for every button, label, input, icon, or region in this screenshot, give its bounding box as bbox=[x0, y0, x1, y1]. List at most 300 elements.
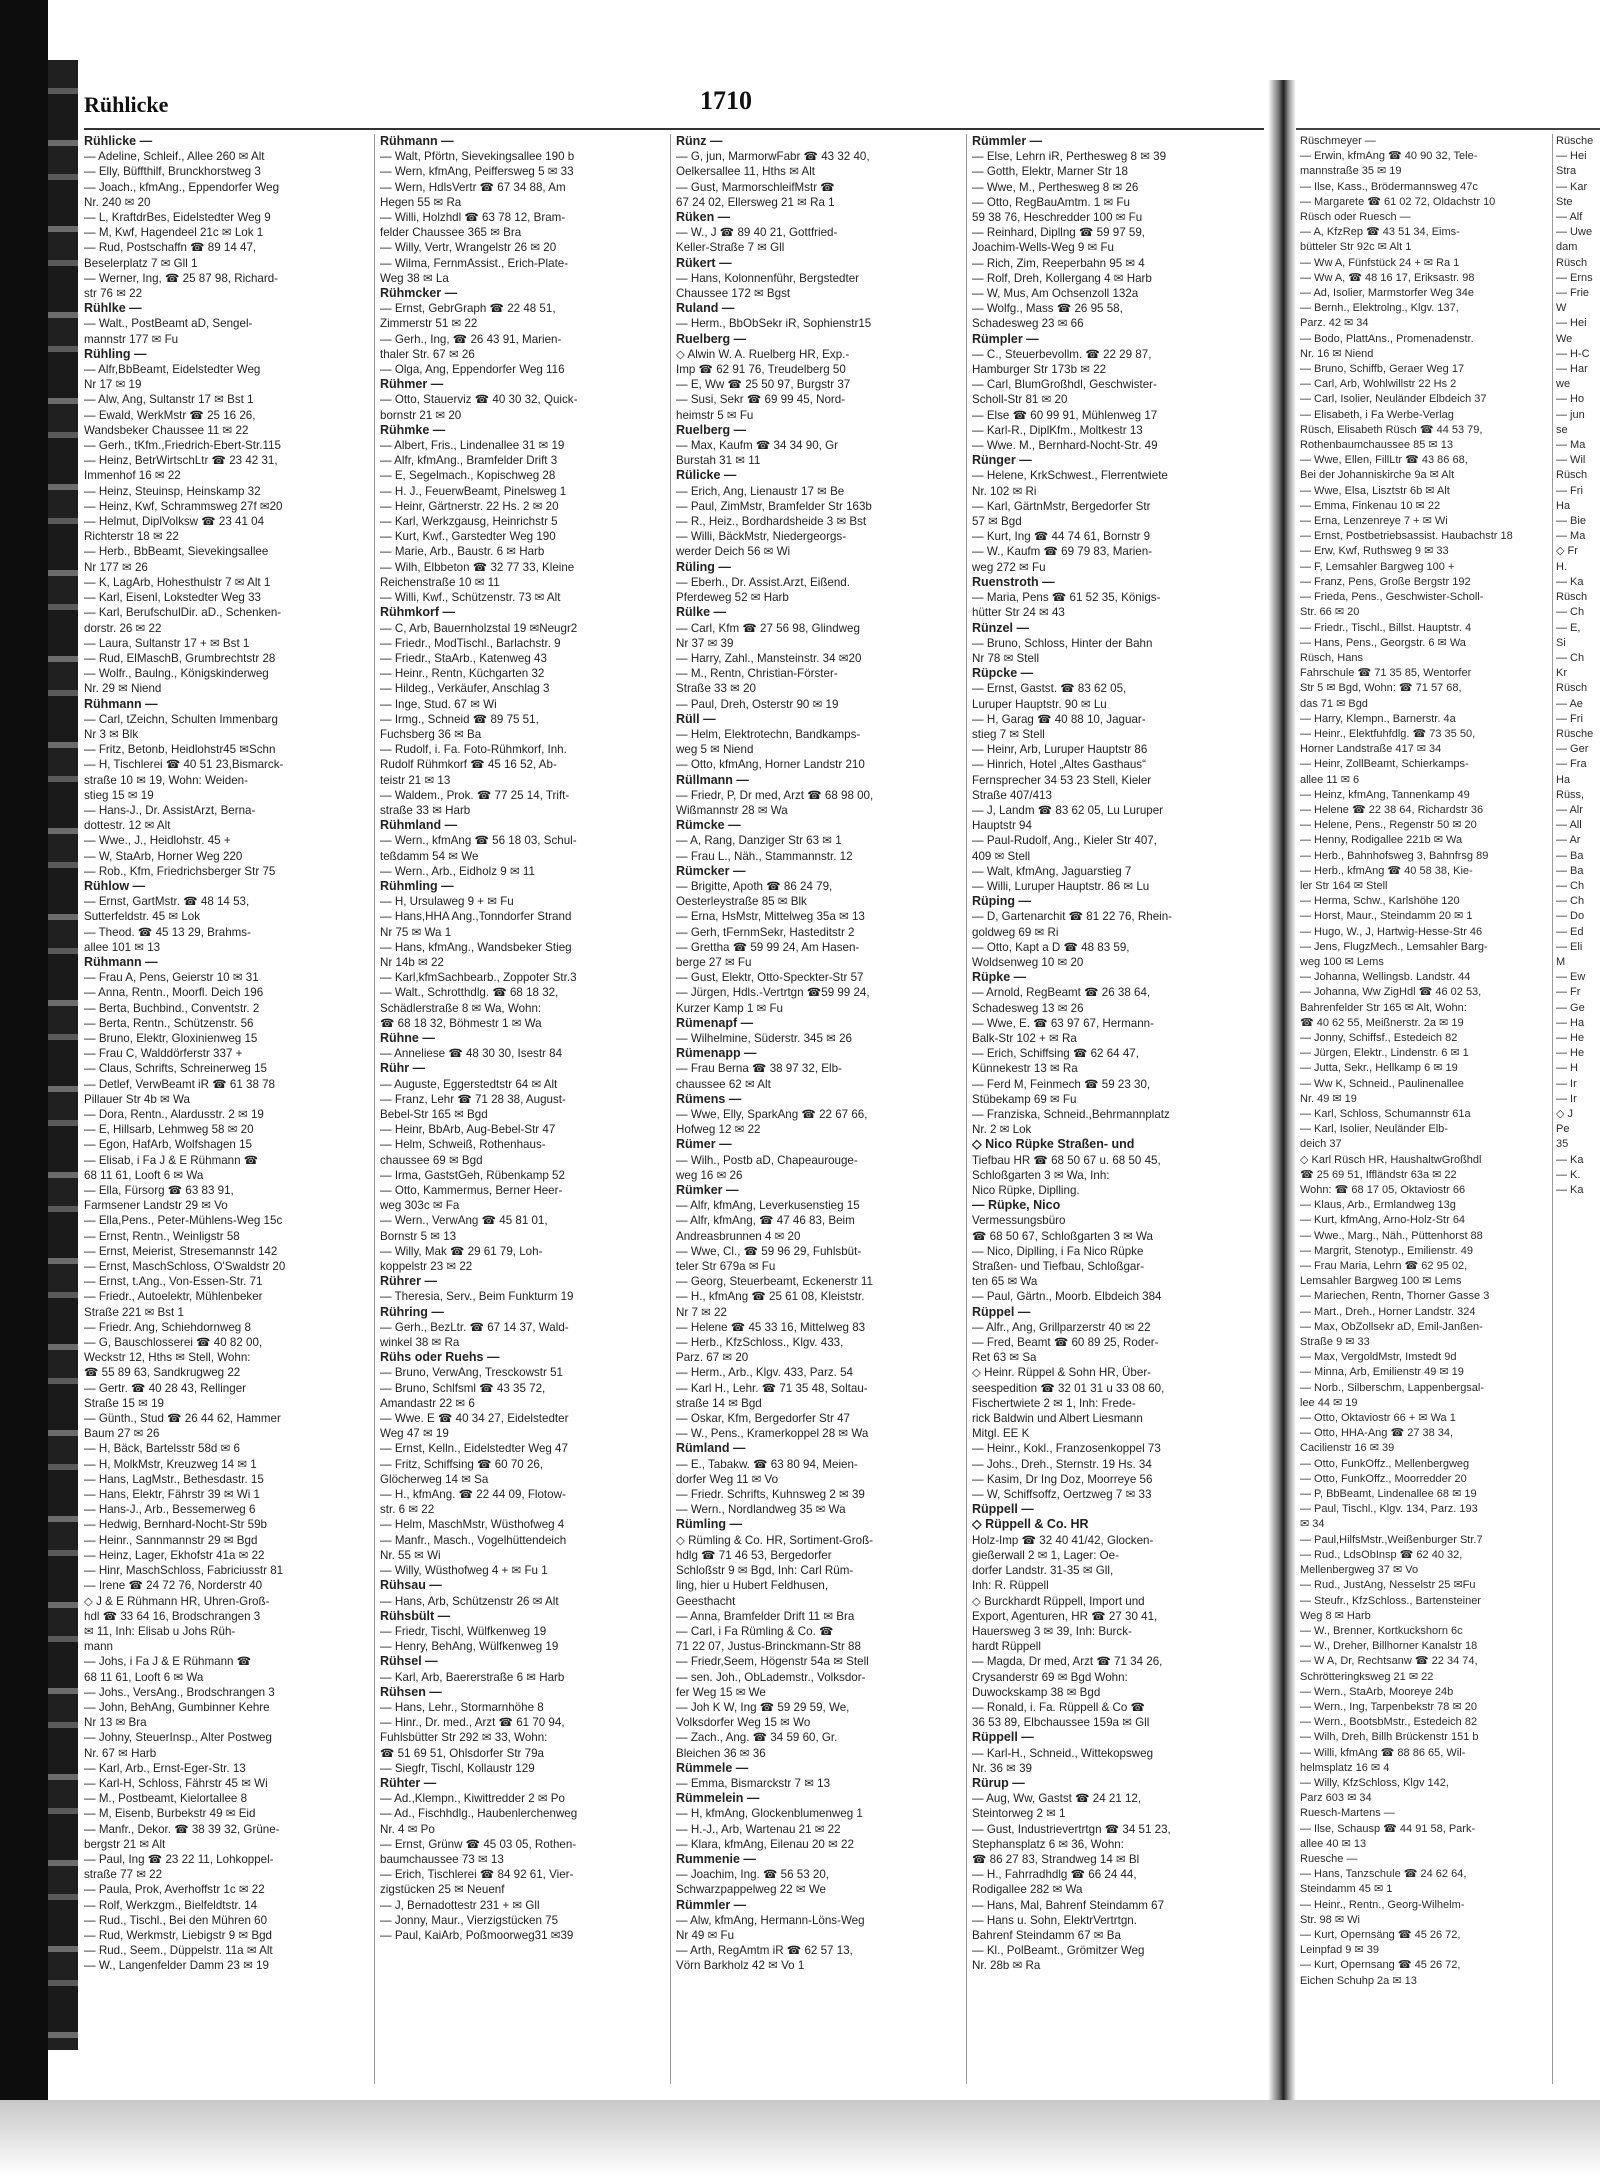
directory-entry: — Helene ☎ 22 38 64, Richardstr 36 bbox=[1300, 803, 1484, 816]
directory-entry: — J, Bernadottestr 231 + ✉ Gll bbox=[380, 1898, 540, 1912]
directory-entry: goldweg 69 ✉ Ri bbox=[972, 925, 1059, 939]
directory-entry: — Herb., BbBeamt, Sievekingsallee bbox=[84, 545, 269, 559]
directory-entry: Parz. 67 ✉ 20 bbox=[676, 1351, 749, 1365]
directory-entry: Export, Agenturen, HR ☎ 27 30 41, bbox=[972, 1609, 1158, 1623]
directory-entry: — Kasim, Dr Ing Doz, Moorreye 56 bbox=[972, 1472, 1153, 1486]
directory-entry: — Johanna, Wellingsb. Landstr. 44 bbox=[1300, 971, 1471, 984]
directory-entry: Tiefbau HR ☎ 68 50 67 u. 68 50 45, bbox=[972, 1153, 1161, 1167]
directory-entry: — Friedr., ModTischl., Barlachstr. 9 bbox=[380, 636, 561, 650]
directory-entry: — Ernst, GartMstr. ☎ 48 14 53, bbox=[84, 895, 250, 909]
directory-entry: heimstr 5 ✉ Fu bbox=[676, 408, 754, 422]
directory-entry: Steindamm 45 ✉ 1 bbox=[1300, 1883, 1393, 1896]
directory-entry: — Anna, Rentn., Moorfl. Deich 196 bbox=[84, 986, 264, 1000]
directory-entry: — Heinr., Kokl., Franzosenkoppel 73 bbox=[972, 1442, 1161, 1456]
directory-entry: — Rud., JustAng, Nesselstr 25 ✉Fu bbox=[1300, 1579, 1476, 1592]
directory-entry: Stephansplatz 6 ✉ 36, Wohn: bbox=[972, 1837, 1124, 1851]
directory-entry: — Reinhard, Dipllng ☎ 59 97 59, bbox=[972, 226, 1145, 240]
entry-heading: Rümmler — bbox=[676, 1897, 747, 1912]
directory-entry: weg 272 ✉ Fu bbox=[972, 560, 1046, 574]
directory-entry: — Ed bbox=[1556, 925, 1584, 938]
directory-entry: — Wwe., Marg., Näh., Püttenhorst 88 bbox=[1300, 1229, 1483, 1242]
directory-entry: 68 11 61, Looft 6 ✉ Wa bbox=[84, 1670, 204, 1684]
directory-entry: — Herm., Arb., Klgv. 433, Parz. 54 bbox=[676, 1366, 853, 1380]
directory-column-2 bbox=[380, 134, 666, 2094]
directory-entry: Nr 7 ✉ 22 bbox=[676, 1305, 727, 1319]
directory-entry: Oesterleystraße 85 ✉ Blk bbox=[676, 895, 807, 909]
directory-entry: hütter Str 24 ✉ 43 bbox=[972, 606, 1065, 620]
directory-entry: — Ba bbox=[1556, 849, 1584, 862]
directory-entry: bornstr 21 ✉ 20 bbox=[380, 408, 462, 422]
directory-entry: berge 27 ✉ Fu bbox=[676, 955, 752, 969]
directory-entry: — Gerh., tKfm.,Friedrich-Ebert-Str.115 bbox=[84, 439, 281, 453]
directory-entry: — Paul,HilfsMstr.,Weißenburger Str.7 bbox=[1300, 1533, 1483, 1546]
directory-entry: Fuchsberg 36 ✉ Ba bbox=[380, 727, 482, 741]
bottom-shadow bbox=[0, 2100, 1600, 2177]
directory-entry: mannstraße 35 ✉ 19 bbox=[1300, 165, 1402, 178]
directory-entry: — Gerh., BezLtr. ☎ 67 14 37, Wald- bbox=[380, 1320, 569, 1334]
directory-entry: — E, Segelmach., Kopischweg 28 bbox=[380, 469, 556, 483]
directory-entry: ◇ Heinr. Rüppel & Sohn HR, Über- bbox=[972, 1366, 1152, 1380]
directory-entry: — Carl, Arb, Wohlwillstr 22 Hs 2 bbox=[1300, 378, 1457, 391]
entry-heading: Rükert — bbox=[676, 255, 732, 270]
directory-entry: — Herb., KfzSchloss., Klgv. 433, bbox=[676, 1336, 844, 1350]
directory-entry: bergstr 21 ✉ Alt bbox=[84, 1837, 166, 1851]
entry-heading: Rümmele — bbox=[676, 1760, 749, 1775]
directory-entry: 59 38 76, Heschredder 100 ✉ Fu bbox=[972, 211, 1143, 225]
directory-entry: — Fritz, Betonb, Heidlohstr45 ✉Schn bbox=[84, 743, 276, 757]
directory-entry: weg 100 ✉ Lems bbox=[1300, 955, 1384, 968]
directory-entry: — H, MolkMstr, Kreuzweg 14 ✉ 1 bbox=[84, 1457, 257, 1471]
directory-entry: — P, BbBeamt, Lindenallee 68 ✉ 19 bbox=[1300, 1488, 1477, 1501]
directory-entry: — Ilse, Schausp ☎ 44 91 58, Park- bbox=[1300, 1822, 1476, 1835]
directory-entry: — Ernst, Gastst. ☎ 83 62 05, bbox=[972, 682, 1127, 696]
directory-entry: — Inge, Stud. 67 ✉ Wi bbox=[380, 697, 497, 711]
header-rule bbox=[84, 128, 1264, 130]
directory-entry: — Jürgen, Hdls.-Vertrtgn ☎59 99 24, bbox=[676, 986, 870, 1000]
directory-entry: — Manfr., Dekor. ☎ 38 39 32, Grüne- bbox=[84, 1822, 280, 1836]
directory-entry: — W., J ☎ 89 40 21, Gottfried- bbox=[676, 226, 838, 240]
directory-entry: — Bie bbox=[1556, 515, 1586, 528]
directory-entry: ◇ Fr bbox=[1556, 545, 1578, 558]
directory-entry: — Hei bbox=[1556, 150, 1587, 163]
directory-entry: straße 14 ✉ Bgd bbox=[676, 1396, 762, 1410]
directory-entry: — Walt, Pförtn, Sievekingsallee 190 b bbox=[380, 150, 575, 164]
directory-entry: — W A, Dr, Rechtsanw ☎ 22 34 74, bbox=[1300, 1655, 1478, 1668]
directory-entry: — Maria, Pens ☎ 61 52 35, Königs- bbox=[972, 591, 1161, 605]
directory-entry: — Ir bbox=[1556, 1092, 1577, 1105]
directory-entry: — Karl, GärtnMstr, Bergedorfer Str bbox=[972, 499, 1151, 513]
directory-entry: — M., Rentn, Christian-Förster- bbox=[676, 667, 838, 681]
directory-entry: — Anna, Bramfelder Drift 11 ✉ Bra bbox=[676, 1609, 855, 1623]
directory-entry: Bahrenfelder Str 165 ✉ Alt, Wohn: bbox=[1300, 1001, 1467, 1014]
directory-entry: — Rich, Zim, Reeperbahn 95 ✉ 4 bbox=[972, 256, 1145, 270]
directory-entry: — Heinz, Steuinsp, Heinskamp 32 bbox=[84, 484, 261, 498]
directory-entry: — Gust, MarmorschleifMstr ☎ bbox=[676, 180, 835, 194]
directory-entry: — Hinr, MaschSchloss, Fabriciusstr 81 bbox=[84, 1564, 284, 1578]
directory-entry: — All bbox=[1556, 819, 1582, 832]
directory-entry: — Ge bbox=[1556, 1001, 1585, 1014]
directory-entry: — Nico, Diplling, i Fa Nico Rüpke bbox=[972, 1244, 1144, 1258]
directory-entry: — Willy, Wüsthofweg 4 + ✉ Fu 1 bbox=[380, 1564, 548, 1578]
directory-entry: — F, Lemsahler Bargweg 100 + bbox=[1300, 560, 1455, 573]
directory-entry: ☎ 40 62 55, Meißnerstr. 2a ✉ 19 bbox=[1300, 1016, 1464, 1029]
directory-entry: — W, Schiffsoffz, Oertzweg 7 ✉ 33 bbox=[972, 1488, 1152, 1502]
directory-entry: — Fri bbox=[1556, 484, 1583, 497]
directory-entry: Rüss, bbox=[1556, 788, 1585, 801]
directory-entry: — Ww K, Schneid., Paulinenallee bbox=[1300, 1077, 1464, 1090]
directory-entry: — Alr bbox=[1556, 803, 1583, 816]
directory-entry: — E, Hillsarb, Lehmweg 58 ✉ 20 bbox=[84, 1123, 254, 1137]
directory-entry: — Kurt, Ing ☎ 44 74 61, Bornstr 9 bbox=[972, 530, 1151, 544]
entry-heading: Rümmler — bbox=[972, 134, 1043, 148]
directory-entry: — Willi, BäckMstr, Niedergeorgs- bbox=[676, 530, 847, 544]
directory-entry: Reichenstraße 10 ✉ 11 bbox=[380, 575, 500, 589]
directory-entry: thaler Str. 67 ✉ 26 bbox=[380, 347, 475, 361]
directory-entry: — Jutta, Sekr., Hellkamp 6 ✉ 19 bbox=[1300, 1062, 1458, 1075]
directory-entry: — Rud., LdsObInsp ☎ 62 40 32, bbox=[1300, 1548, 1463, 1561]
directory-entry: — Ch bbox=[1556, 651, 1585, 664]
directory-entry: — Rud, Postschaffn ☎ 89 14 47, bbox=[84, 241, 257, 255]
directory-entry: Joachim-Wells-Weg 9 ✉ Fu bbox=[972, 241, 1115, 255]
directory-entry: teler Str 679a ✉ Fu bbox=[676, 1260, 776, 1274]
entry-heading: Rümmelein — bbox=[676, 1791, 760, 1806]
directory-entry: Rodigallee 282 ✉ Wa bbox=[972, 1883, 1083, 1897]
directory-entry: Ha bbox=[1556, 499, 1571, 512]
directory-entry: — Hans-J., Arb., Bessemerweg 6 bbox=[84, 1503, 256, 1517]
directory-entry: — M., Postbeamt, Kielortallee 8 bbox=[84, 1792, 248, 1806]
entry-heading: Rünzel — bbox=[972, 620, 1029, 635]
directory-entry: — Heinr, ZollBeamt, Schierkamps- bbox=[1300, 758, 1469, 771]
directory-entry: Rüsche bbox=[1556, 135, 1594, 147]
entry-heading: Rünz — bbox=[676, 134, 723, 148]
directory-entry: — Arnold, RegBeamt ☎ 26 38 64, bbox=[972, 986, 1151, 1000]
directory-entry: Nr 177 ✉ 26 bbox=[84, 560, 148, 574]
directory-entry: 36 53 89, Elbchaussee 159a ✉ Gll bbox=[972, 1716, 1150, 1730]
directory-entry: — Herm., BbObSekr iR, Sophienstr15 bbox=[676, 317, 872, 331]
directory-entry: — Detlef, VerwBeamt iR ☎ 61 38 78 bbox=[84, 1077, 276, 1091]
directory-entry: — Rud, Werkmstr, Liebigstr 9 ✉ Bgd bbox=[84, 1928, 272, 1942]
directory-entry: — Otto, Kammermus, Berner Heer- bbox=[380, 1184, 563, 1198]
directory-entry: fer Weg 15 ✉ We bbox=[676, 1685, 766, 1699]
directory-entry: Vörn Barkholz 42 ✉ Vo 1 bbox=[676, 1959, 805, 1973]
directory-entry: — Anneliese ☎ 48 30 30, Isestr 84 bbox=[380, 1047, 563, 1061]
directory-entry: — Helm, Elektrotechn, Bandkamps- bbox=[676, 727, 861, 741]
entry-heading: Rümpler — bbox=[972, 331, 1039, 346]
directory-entry: Vermessungsbüro bbox=[972, 1214, 1066, 1228]
directory-entry: — Mariechen, Rentn, Thorner Gasse 3 bbox=[1300, 1290, 1490, 1303]
directory-entry: Steintorweg 2 ✉ 1 bbox=[972, 1807, 1066, 1821]
entry-heading: Rümcker — bbox=[676, 863, 746, 878]
directory-entry: — Claus, Schrifts, Schreinerweg 15 bbox=[84, 1062, 267, 1076]
directory-entry: Rüschmeyer — bbox=[1300, 135, 1376, 147]
column-divider bbox=[670, 134, 671, 2084]
directory-entry: — W., Brenner, Kortkuckshorn 6c bbox=[1300, 1624, 1463, 1637]
directory-column-4 bbox=[972, 134, 1262, 2094]
directory-entry: — Willi, Kwf., Schützenstr. 73 ✉ Alt bbox=[380, 591, 561, 605]
directory-entry: — Emma, Bismarckstr 7 ✉ 13 bbox=[676, 1776, 831, 1790]
directory-entry: — Klaus, Arb., Ermlandweg 13g bbox=[1300, 1199, 1456, 1212]
directory-entry: — Franz, Lehr ☎ 71 28 38, August- bbox=[380, 1092, 566, 1106]
directory-entry: — Karl-H., Schneid., Wittekopsweg bbox=[972, 1746, 1154, 1760]
directory-entry: — Herb., Bahnhofsweg 3, Bahnfrsg 89 bbox=[1300, 849, 1489, 862]
entry-heading: Rühmcker — bbox=[380, 286, 458, 301]
directory-entry: 35 bbox=[1556, 1138, 1569, 1151]
directory-entry: Weckstr 12, Hths ✉ Stell, Wohn: bbox=[84, 1351, 251, 1365]
directory-entry: deich 37 bbox=[1300, 1138, 1342, 1151]
directory-entry: — Kurt, Opernsang ☎ 45 26 72, bbox=[1300, 1959, 1461, 1972]
directory-entry: — Ernst, GebrGraph ☎ 22 48 51, bbox=[380, 302, 556, 316]
directory-entry: — Harry, Zahl., Mansteinstr. 34 ✉20 bbox=[676, 651, 862, 665]
directory-entry: Nr. 55 ✉ Wi bbox=[380, 1548, 441, 1562]
directory-entry: — Frau Berna ☎ 38 97 32, Elb- bbox=[676, 1062, 842, 1076]
directory-entry: str 76 ✉ 22 bbox=[84, 287, 143, 301]
directory-entry: Oelkersallee 11, Hths ✉ Alt bbox=[676, 165, 816, 179]
directory-entry: Ret 63 ✉ Sa bbox=[972, 1351, 1037, 1365]
directory-entry: straße 77 ✉ 22 bbox=[84, 1868, 163, 1882]
entry-heading: Ruenstroth — bbox=[972, 574, 1055, 589]
entry-heading: Rühlow — bbox=[84, 878, 146, 893]
directory-entry: — Arth, RegAmtm iR ☎ 62 57 13, bbox=[676, 1944, 853, 1958]
directory-entry: — Paula, Prok, Averhoffstr 1c ✉ 22 bbox=[84, 1883, 265, 1897]
directory-entry: — A, KfzRep ☎ 43 51 34, Eims- bbox=[1300, 226, 1460, 239]
directory-entry: — Henry, BehAng, Wülfkenweg 19 bbox=[380, 1640, 559, 1654]
directory-entry: — Gotth, Elektr, Marner Str 18 bbox=[972, 165, 1128, 179]
entry-heading: Rühmland — bbox=[380, 818, 458, 833]
directory-entry: — Mart., Dreh., Horner Landstr. 324 bbox=[1300, 1305, 1476, 1318]
directory-entry: Bleichen 36 ✉ 36 bbox=[676, 1746, 766, 1760]
right-page-column-2 bbox=[1556, 134, 1600, 2094]
directory-entry: — Ww A, ☎ 48 16 17, Eriksastr. 98 bbox=[1300, 271, 1475, 284]
directory-entry: — Ww A, Fünfstück 24 + ✉ Ra 1 bbox=[1300, 256, 1460, 269]
directory-entry: — Irma, GaststGeh, Rübenkamp 52 bbox=[380, 1168, 565, 1182]
directory-entry: Rüsch, Hans bbox=[1300, 651, 1363, 664]
directory-entry: Rothenbaumchaussee 85 ✉ 13 bbox=[1300, 439, 1453, 452]
directory-entry: ✉ 34 bbox=[1300, 1518, 1325, 1531]
directory-entry: — Karl, BerufschulDir. aD., Schenken- bbox=[84, 606, 282, 620]
entry-heading: Rühsau — bbox=[380, 1578, 442, 1593]
directory-entry: Straße 221 ✉ Bst 1 bbox=[84, 1305, 184, 1319]
directory-entry: — Otto, FunkOffz., Moorredder 20 bbox=[1300, 1472, 1467, 1485]
directory-entry: Nr. 2 ✉ Lok bbox=[972, 1123, 1032, 1137]
directory-entry: — Ka bbox=[1556, 575, 1584, 588]
directory-entry: — Friedr. Ang, Schiehdornweg 8 bbox=[84, 1320, 251, 1334]
directory-entry: — Alw, kfmAng, Hermann-Löns-Weg bbox=[676, 1913, 865, 1927]
directory-entry: — Johs., Dreh., Sternstr. 19 Hs. 34 bbox=[972, 1457, 1152, 1471]
directory-entry: ling, hier u Hubert Feldhusen, bbox=[676, 1579, 829, 1593]
entry-heading: Rüppel — bbox=[972, 1304, 1031, 1319]
directory-entry: — Joach., kfmAng., Eppendorfer Weg bbox=[84, 180, 280, 194]
directory-entry: Hauptstr 94 bbox=[972, 819, 1032, 833]
directory-entry: — Ir bbox=[1556, 1077, 1577, 1090]
directory-entry: — Paul, Gärtn., Moorb. Elbdeich 384 bbox=[972, 1290, 1162, 1304]
directory-entry: — sen. Joh., ObLademstr., Volksdor- bbox=[676, 1670, 866, 1684]
directory-entry: dorstr. 26 ✉ 22 bbox=[84, 621, 162, 635]
directory-entry: — Bruno, VerwAng, Tresckowstr 51 bbox=[380, 1366, 563, 1380]
directory-entry: Weg 38 ✉ La bbox=[380, 271, 449, 285]
directory-entry: — Heinr, Gärtnerstr. 22 Hs. 2 ✉ 20 bbox=[380, 499, 559, 513]
directory-entry: Imp ☎ 62 91 76, Treudelberg 50 bbox=[676, 363, 846, 377]
directory-entry: — Helm, Schweiß, Rothenhaus- bbox=[380, 1138, 546, 1152]
directory-entry: — Susi, Sekr ☎ 69 99 45, Nord- bbox=[676, 393, 846, 407]
directory-entry: Fahrschule ☎ 71 35 85, Wentorfer bbox=[1300, 667, 1472, 680]
directory-entry: — Theod. ☎ 45 13 29, Brahms- bbox=[84, 925, 251, 939]
directory-entry: — Herma, Schw., Karlshöhe 120 bbox=[1300, 895, 1460, 908]
directory-entry: chaussee 62 ✉ Alt bbox=[676, 1077, 771, 1091]
directory-entry: — Johs., VersAng., Brodschrangen 3 bbox=[84, 1685, 275, 1699]
directory-entry: Rüsche bbox=[1556, 727, 1594, 740]
directory-entry: — H., kfmAng. ☎ 22 44 09, Flotow- bbox=[380, 1488, 566, 1502]
directory-entry: Weg 47 ✉ 19 bbox=[380, 1427, 449, 1441]
directory-entry: — H, kfmAng, Glockenblumenweg 1 bbox=[676, 1807, 863, 1821]
directory-entry: — Walt, kfmAng, Jaguarstieg 7 bbox=[972, 864, 1132, 878]
book-gutter bbox=[1268, 80, 1296, 2100]
directory-entry: — Karl, Schloss, Schumannstr 61a bbox=[1300, 1108, 1471, 1120]
directory-entry: Nr. 16 ✉ Niend bbox=[1300, 347, 1374, 360]
directory-entry: — Friedr, Tischl, Wülfkenweg 19 bbox=[380, 1624, 547, 1638]
directory-entry: — Otto, RegBauAmtm. 1 ✉ Fu bbox=[972, 195, 1130, 209]
directory-entry: — Wern., BootsbMstr., Estedeich 82 bbox=[1300, 1716, 1478, 1729]
directory-entry: — Erwin, kfmAng ☎ 40 90 32, Tele- bbox=[1300, 150, 1478, 163]
directory-entry: — W., Langenfelder Damm 23 ✉ 19 bbox=[84, 1959, 269, 1973]
directory-entry: — H bbox=[1556, 1062, 1578, 1075]
directory-entry: — Erich, Ang, Lienaustr 17 ✉ Be bbox=[676, 484, 845, 498]
directory-entry: — Wilh, Elbbeton ☎ 32 77 33, Kleine bbox=[380, 560, 575, 574]
column-divider bbox=[374, 134, 375, 2084]
directory-entry: Nr. 29 ✉ Niend bbox=[84, 682, 162, 696]
directory-entry: Geesthacht bbox=[676, 1594, 736, 1608]
directory-entry: Woldsenweg 10 ✉ 20 bbox=[972, 955, 1084, 969]
directory-entry: — Helene ☎ 45 33 16, Mittelweg 83 bbox=[676, 1320, 866, 1334]
directory-entry: — Erich, Schiffsing ☎ 62 64 47, bbox=[972, 1047, 1139, 1061]
directory-entry: — Frau A, Pens, Geierstr 10 ✉ 31 bbox=[84, 971, 259, 985]
directory-entry: — Wwe. E ☎ 40 34 27, Eidelstedter bbox=[380, 1412, 569, 1426]
directory-entry: Schädlerstraße 8 ✉ Wa, Wohn: bbox=[380, 1001, 542, 1015]
directory-entry: — Alfr, kfmAng, Leverkusenstieg 15 bbox=[676, 1199, 860, 1213]
directory-entry: — Rudolf, i. Fa. Foto-Rühmkorf, Inh. bbox=[380, 743, 567, 757]
directory-entry: — Johs, i Fa J & E Rühmann ☎ bbox=[84, 1655, 252, 1669]
directory-entry: Crysanderstr 69 ✉ Bgd Wohn: bbox=[972, 1670, 1128, 1684]
directory-entry: ◇ J bbox=[1556, 1108, 1574, 1120]
entry-heading: Ruelberg — bbox=[676, 422, 747, 437]
directory-entry: — Ma bbox=[1556, 439, 1586, 452]
directory-entry: — Hans, Pens., Georgstr. 6 ✉ Wa bbox=[1300, 636, 1466, 649]
directory-entry: — Bodo, PlattAns., Promenadenstr. bbox=[1300, 332, 1474, 345]
directory-entry: Hamburger Str 173b ✉ 22 bbox=[972, 363, 1107, 377]
directory-entry: teßdamm 54 ✉ We bbox=[380, 849, 479, 863]
directory-entry: — Gust, Industrievertrtgn ☎ 34 51 23, bbox=[972, 1822, 1171, 1836]
directory-entry: — Alf bbox=[1556, 211, 1583, 224]
directory-entry: — Rud., Seem., Düppelstr. 11a ✉ Alt bbox=[84, 1944, 273, 1958]
directory-entry: — Gerh., Ing, ☎ 26 43 91, Marien- bbox=[380, 332, 562, 346]
directory-entry: Baum 27 ✉ 26 bbox=[84, 1427, 160, 1441]
directory-entry: — Ew bbox=[1556, 971, 1586, 984]
directory-entry: — Irmg., Schneid ☎ 89 75 51, bbox=[380, 712, 539, 726]
directory-entry: Str. 98 ✉ Wi bbox=[1300, 1913, 1360, 1926]
entry-heading: Rümcke — bbox=[676, 818, 741, 833]
directory-entry: — Heinr, BbArb, Aug-Bebel-Str 47 bbox=[380, 1123, 556, 1137]
directory-entry: seespedition ☎ 32 01 31 u 33 08 60, bbox=[972, 1381, 1165, 1395]
directory-entry: Parz 603 ✉ 34 bbox=[1300, 1792, 1372, 1805]
page-edge-strip bbox=[48, 60, 78, 2050]
directory-entry: — Else, Lehrn iR, Perthesweg 8 ✉ 39 bbox=[972, 150, 1167, 164]
directory-entry: Schwarzpappelweg 22 ✉ We bbox=[676, 1883, 826, 1897]
directory-entry: Lemsahler Bargweg 100 ✉ Lems bbox=[1300, 1275, 1462, 1288]
directory-entry: — Heinr., Sannmannstr 29 ✉ Bgd bbox=[84, 1533, 258, 1547]
directory-entry: — Ch bbox=[1556, 879, 1585, 892]
directory-entry: — Karl, Isolier, Neuländer Elb- bbox=[1300, 1123, 1448, 1136]
directory-entry: — Uwe bbox=[1556, 226, 1593, 239]
directory-entry: — Heinr., Rentn., Georg-Wilhelm- bbox=[1300, 1898, 1465, 1911]
directory-entry: — Heinr., Elektfuhfdlg. ☎ 73 35 50, bbox=[1300, 727, 1476, 740]
directory-entry: — W, StaArb, Horner Weg 220 bbox=[84, 849, 243, 863]
directory-entry: — H., kfmAng ☎ 25 61 08, Kleiststr. bbox=[676, 1290, 865, 1304]
entry-heading: Rummenie — bbox=[676, 1851, 756, 1866]
directory-entry: ☎ 68 18 32, Böhmestr 1 ✉ Wa bbox=[380, 1016, 542, 1030]
directory-entry: Wandsbeker Chaussee 11 ✉ 22 bbox=[84, 423, 249, 437]
directory-entry: — Hans u. Sohn, ElektrVertrtgn. bbox=[972, 1913, 1137, 1927]
directory-entry: — Max, ObZollsekr aD, Emil-Janßen- bbox=[1300, 1320, 1483, 1333]
directory-entry: — Friedr,Seem, Högenstr 54a ✉ Stell bbox=[676, 1655, 869, 1669]
directory-entry: — Erna, Lenzenreye 7 + ✉ Wi bbox=[1300, 515, 1448, 528]
directory-entry: — Gertr. ☎ 40 28 43, Rellinger bbox=[84, 1381, 247, 1395]
directory-entry: — John, BehAng, Gumbinner Kehre bbox=[84, 1700, 270, 1714]
directory-entry: Inh: R. Rüppell bbox=[972, 1579, 1049, 1593]
directory-entry: teistr 21 ✉ 13 bbox=[380, 773, 451, 787]
directory-column-1 bbox=[84, 134, 370, 2094]
directory-entry: — Elisab, i Fa J & E Rühmann ☎ bbox=[84, 1153, 259, 1167]
directory-entry: mannstr 177 ✉ Fu bbox=[84, 332, 179, 346]
directory-entry: Pferdeweg 52 ✉ Harb bbox=[676, 591, 789, 605]
directory-entry: Bebel-Str 165 ✉ Bgd bbox=[380, 1108, 488, 1121]
directory-entry: — W., Kaufm ☎ 69 79 83, Marien- bbox=[972, 545, 1153, 559]
directory-entry: allee 11 ✉ 6 bbox=[1300, 773, 1360, 786]
entry-heading: Rüpke — bbox=[972, 970, 1027, 985]
directory-entry: — Helene, KrkSchwest., Flerrentwiete bbox=[972, 469, 1168, 483]
directory-entry: — Do bbox=[1556, 910, 1585, 923]
directory-entry: We bbox=[1556, 332, 1573, 345]
entry-heading: Rührer — bbox=[380, 1274, 437, 1289]
directory-entry: Andreasbrunnen 4 ✉ 20 bbox=[676, 1229, 801, 1243]
directory-entry: zigstücken 25 ✉ Neuenf bbox=[380, 1883, 505, 1897]
directory-entry: — Hildeg., Verkäufer, Anschlag 3 bbox=[380, 682, 550, 696]
directory-entry: — Berta, Rentn., Schützenstr. 56 bbox=[84, 1016, 254, 1030]
directory-entry: Nr 3 ✉ Blk bbox=[84, 727, 139, 741]
directory-entry: Nr. 67 ✉ Harb bbox=[84, 1746, 157, 1760]
entry-heading: Rühmer — bbox=[380, 377, 444, 392]
directory-entry: — Kurt, Opernsäng ☎ 45 26 72, bbox=[1300, 1928, 1461, 1941]
directory-entry: — Margarete ☎ 61 02 72, Oldachstr 10 bbox=[1300, 195, 1496, 208]
directory-entry: — Berta, Buchbind., Conventstr. 2 bbox=[84, 1001, 260, 1015]
directory-entry: — Norb., Silberschm, Lappenbergsal- bbox=[1300, 1381, 1485, 1394]
directory-entry: — Har bbox=[1556, 363, 1588, 376]
directory-entry: — Ha bbox=[1556, 1016, 1585, 1029]
directory-entry: — Johny, SteuerInsp., Alter Postweg bbox=[84, 1731, 272, 1745]
directory-entry: — Wwe, Elsa, Lisztstr 6b ✉ Alt bbox=[1300, 484, 1450, 497]
directory-entry: — Franz, Pens, Große Bergstr 192 bbox=[1300, 575, 1471, 588]
entry-heading: Rülke — bbox=[676, 605, 727, 620]
directory-entry: — Karl, Eisenl, Lokstedter Weg 33 bbox=[84, 591, 261, 605]
directory-entry: H. bbox=[1556, 560, 1567, 573]
entry-heading: Rümenapf — bbox=[676, 1015, 754, 1030]
directory-entry: — J, Landm ☎ 83 62 05, Lu Luruper bbox=[972, 803, 1164, 817]
directory-entry: — Else ☎ 60 99 91, Mühlenweg 17 bbox=[972, 408, 1158, 422]
directory-entry: — Rud., Tischl., Bei den Mühren 60 bbox=[84, 1913, 268, 1927]
directory-entry: — Karl, Arb, Baererstraße 6 ✉ Harb bbox=[380, 1670, 565, 1684]
directory-column-3 bbox=[676, 134, 962, 2094]
directory-entry: hdlg ☎ 71 46 53, Bergedorfer bbox=[676, 1548, 832, 1562]
directory-entry: Sutterfeldstr. 45 ✉ Lok bbox=[84, 910, 201, 924]
directory-entry: — Ma bbox=[1556, 530, 1586, 543]
